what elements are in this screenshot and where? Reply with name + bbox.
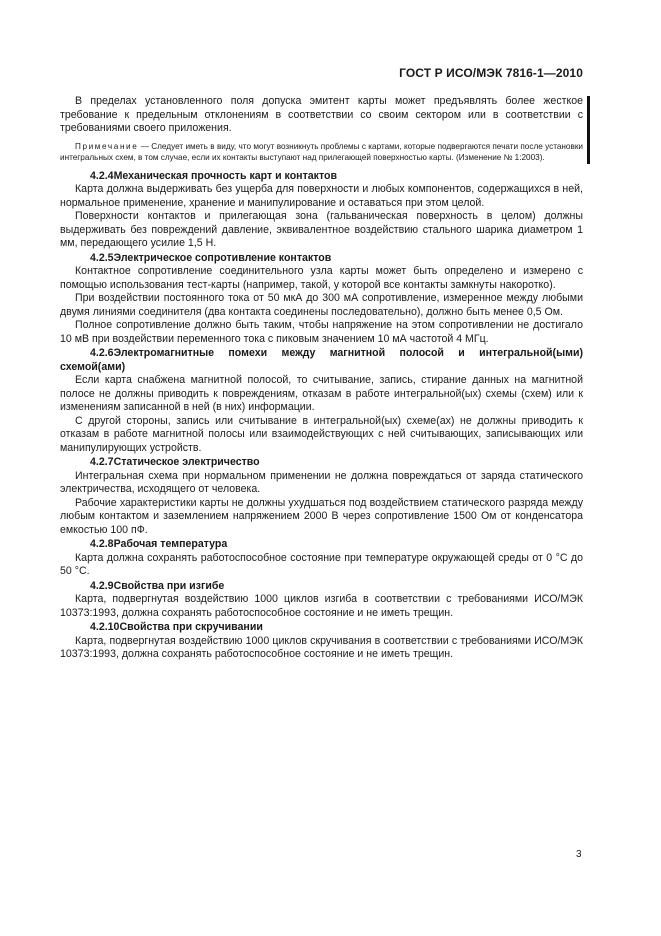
paragraph: При воздействии постоянного тока от 50 мкА до 300 мА сопротивление, измеренное между любыми двумя линиями соединителя (два контакта соединены последовательно), должно быть менее 0,5 Ом. xyxy=(60,292,583,318)
section-title: Электрическое сопротивление контактов xyxy=(113,251,332,264)
paragraph: Полное сопротивление должно быть таким, чтобы напряжение на этом сопротивлении не достигало 10 мВ при воздействии переменного тока с пиковым значением 10 мА частотой 4 МГц. xyxy=(60,319,583,345)
section-title: Рабочая температура xyxy=(113,538,228,550)
paragraph: Карта должна сохранять работоспособное состояние при температуре окружающей среды от 0 °С до 50 °С. xyxy=(60,551,583,577)
paragraph: Карта, подвергнутая воздействию 1000 циклов скручивания в соответствии с требованиями ИСО/МЭК 10373:1993, должна сохранять работоспособное состояние и не иметь трещин. xyxy=(60,634,583,660)
section-title: Свойства при скручивании xyxy=(119,621,263,633)
section-heading-4-2-6 xyxy=(60,347,583,374)
change-bar xyxy=(587,96,590,164)
section-heading-4-2-8 xyxy=(60,538,583,552)
document-body xyxy=(60,95,583,662)
section-number: 4.2.7 xyxy=(90,456,114,468)
section-title: Статическое электричество xyxy=(113,456,260,468)
paragraph: Карта должна выдерживать без ущерба для поверхности и любых компонентов, содержащихся в ней, нормальное применение, хранение и манипулирование и оставаться при этом целой. xyxy=(60,183,583,209)
section-title: Электромагнитные помехи между магнитной полосой и интегральной(ыми) схемой(ами) xyxy=(60,347,583,373)
section-number: 4.2.8 xyxy=(90,538,114,550)
paragraph: Контактное сопротивление соединительного узла карты может быть определено и измерено с помощью использования тест-карты (например, такой, у которой все контакты замкнуты накоротко). xyxy=(60,265,583,291)
section-number: 4.2.10 xyxy=(90,621,120,633)
section-number: 4.2.9 xyxy=(90,579,114,592)
document-header: ГОСТ Р ИСО/МЭК 7816-1—2010 xyxy=(399,66,583,80)
section-heading-4-2-7 xyxy=(60,456,583,470)
paragraph: Если карта снабжена магнитной полосой, то считывание, запись, стирание данных на магнитной полосе не должны приводить к повреждениям, отказам в работе интегральной(ых) схемы (схем) или к изменениям записанной в ней (в них) информации. xyxy=(60,374,583,413)
section-heading-4-2-5 xyxy=(60,252,583,266)
section-heading-4-2-10 xyxy=(60,621,583,635)
paragraph: Интегральная схема при нормальном применении не должна повреждаться от заряда статического электричества, исходящего от человека. xyxy=(60,469,583,495)
section-number: 4.2.6 xyxy=(90,347,114,359)
section-heading-4-2-4 xyxy=(60,170,583,184)
paragraph: Рабочие характеристики карты не должны ухудшаться под воздействием статического разряда между любым контактом и заземлением напряжением 2000 В через сопротивление 1500 Ом от конденсатора емкостью 100 пФ. xyxy=(60,496,583,536)
paragraph: Поверхности контактов и прилегающая зона (гальваническая поверхность в целом) должны выдерживать без повреждений давление, эквивалентное воздействию стального шарика диаметром 1 мм, передающего усилие 1,5 Н. xyxy=(60,210,583,249)
page-number: 3 xyxy=(576,849,582,860)
section-number: 4.2.4 xyxy=(90,169,114,182)
section-title: Механическая прочность карт и контактов xyxy=(113,169,337,182)
intro-paragraph: В пределах установленного поля допуска эмитент карты может предъявлять более жесткое требование к предельным отклонениям в соответствии со своим сектором или в соответствии с требованиями своего приложения. xyxy=(60,95,583,134)
paragraph: Карта, подвергнутая воздействию 1000 циклов изгиба в соответствии с требованиями ИСО/МЭК 10373:1993, должна сохранять работоспособное состояние и не иметь трещин. xyxy=(60,593,583,619)
note-label: Примечание xyxy=(75,141,139,151)
paragraph: С другой стороны, запись или считывание в интегральной(ых) схеме(ах) не должны приводить к отказам в работе магнитной полосы или взаимодействующих с ней считывающих, записывающих или манипулирующих устройств. xyxy=(60,414,583,454)
section-heading-4-2-9 xyxy=(60,580,583,594)
section-title: Свойства при изгибе xyxy=(113,579,225,592)
note-text: — Следует иметь в виду, что могут возникнуть проблемы с картами, которые подвергаются печати после установки интегральных схем, в том случае, если их контакты выступают над прилегающей поверхностью карты. (Изменение № 1:2003). xyxy=(60,141,583,162)
note-paragraph xyxy=(60,141,583,164)
section-number: 4.2.5 xyxy=(90,251,114,264)
